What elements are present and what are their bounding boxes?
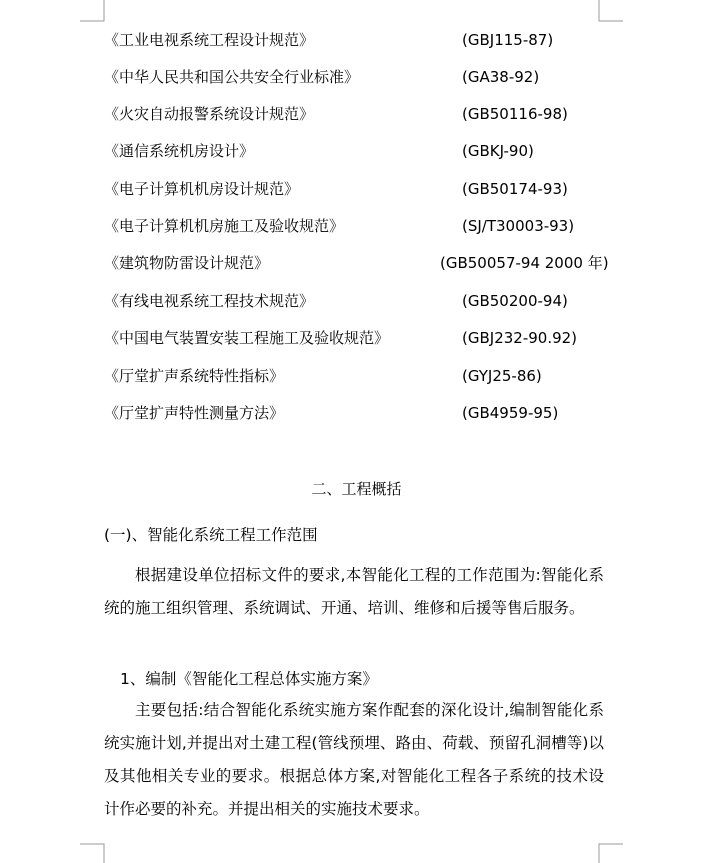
reference-code: (SJ/T30003-93) [462, 217, 575, 235]
reference-code: (GB4959-95) [462, 404, 559, 422]
reference-item [0, 103, 713, 125]
reference-title: 《有线电视系统工程技术规范》 [104, 292, 315, 310]
section-heading: 二、工程概括 [311, 480, 402, 498]
reference-title: 《厅堂扩声系统特性指标》 [104, 367, 285, 385]
reference-title: 《中华人民共和国公共安全行业标准》 [104, 68, 360, 86]
reference-code: (GB50174-93) [462, 180, 568, 198]
reference-item [0, 29, 713, 51]
reference-code: (GA38-92) [462, 68, 540, 86]
reference-code: (GB50057-94 2000 年) [440, 254, 609, 272]
reference-code: (GB50200-94) [462, 292, 568, 310]
reference-code: (GBJ232-90.92) [462, 329, 578, 347]
reference-title: 《通信系统机房设计》 [104, 142, 255, 160]
reference-item [0, 252, 713, 274]
reference-item [0, 178, 713, 200]
reference-title: 《电子计算机机房施工及验收规范》 [104, 217, 345, 235]
reference-title: 《工业电视系统工程设计规范》 [104, 31, 315, 49]
reference-item [0, 66, 713, 88]
page-corner-mark-bottom-right [598, 843, 623, 863]
reference-item [0, 215, 713, 237]
subsection-heading: (一)、智能化系统工程工作范围 [104, 526, 318, 544]
reference-title: 《建筑物防雷设计规范》 [104, 254, 270, 272]
item-paragraph: 主要包括:结合智能化系统实施方案作配套的深化设计,编制智能化系统实施计划,并提出对土建工程(管线预埋、路由、荷载、预留孔洞槽等)以及其他相关专业的要求。根据总体方案,对智能化工程各子系统的技术设计作必要的补充。并提出相关的实施技术要求。 [104, 701, 604, 818]
scope-paragraph: 根据建设单位招标文件的要求,本智能化工程的工作范围为:智能化系统的施工组织管理、系统调试、开通、培训、维修和后援等售后服务。 [104, 566, 604, 617]
page-corner-mark-top-left [80, 0, 105, 22]
reference-code: (GBJ115-87) [462, 31, 554, 49]
reference-code: (GYJ25-86) [462, 367, 542, 385]
page-corner-mark-bottom-left [80, 843, 105, 863]
reference-code: (GBKJ-90) [462, 142, 534, 160]
reference-title: 《厅堂扩声特性测量方法》 [104, 404, 285, 422]
reference-item [0, 327, 713, 349]
reference-item [0, 402, 713, 424]
reference-code: (GB50116-98) [462, 105, 568, 123]
reference-title: 《火灾自动报警系统设计规范》 [104, 105, 315, 123]
reference-item [0, 365, 713, 387]
reference-item [0, 140, 713, 162]
page-corner-mark-top-right [598, 0, 623, 22]
reference-item [0, 290, 713, 312]
item-heading: 1、编制《智能化工程总体实施方案》 [120, 670, 378, 688]
reference-title: 《中国电气装置安装工程施工及验收规范》 [104, 329, 390, 347]
reference-title: 《电子计算机机房设计规范》 [104, 180, 300, 198]
